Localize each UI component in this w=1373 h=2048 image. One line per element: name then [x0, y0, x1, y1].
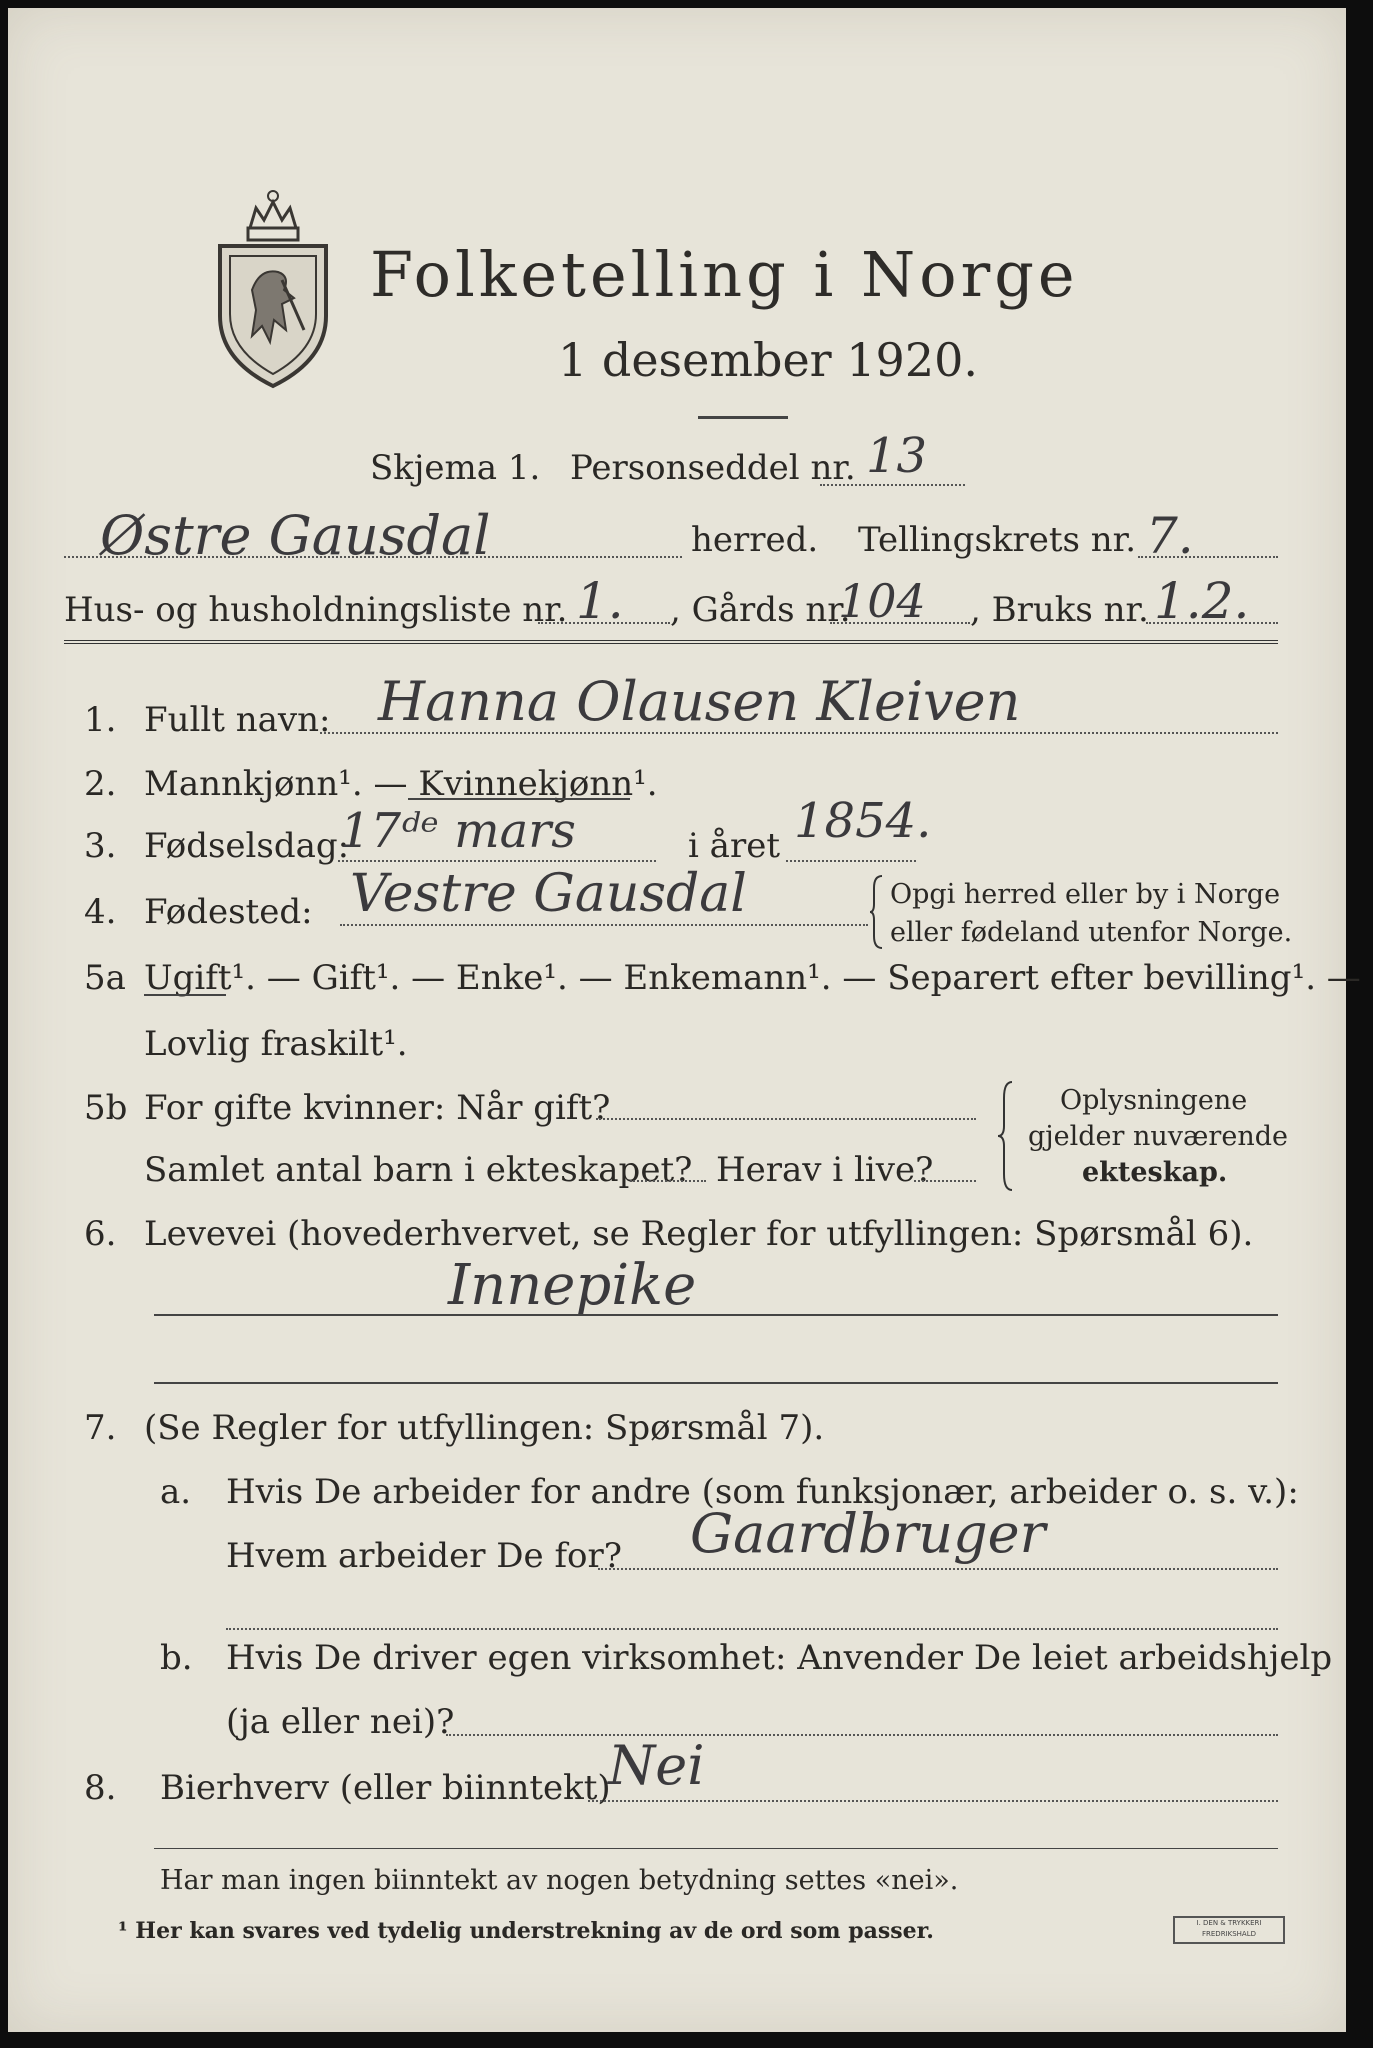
- title-divider: [698, 416, 788, 419]
- q3-year-label: i året: [688, 826, 780, 866]
- brace-icon: [998, 1080, 1014, 1192]
- q6-label: Levevei (hovederhvervet, se Regler for utfyllingen: Spørsmål 6).: [144, 1214, 1254, 1254]
- q2-number: 2.: [84, 764, 117, 804]
- q7a-line2: Hvem arbeider De for?: [226, 1536, 622, 1576]
- q5b-note2: gjelder nuværende: [1028, 1121, 1288, 1152]
- q7-label: (Se Regler for utfyllingen: Spørsmål 7).: [144, 1408, 825, 1448]
- footnote: ¹ Her kan svares ved tydelig understrekning av de ord som passer.: [118, 1918, 934, 1944]
- q6-number: 6.: [84, 1214, 117, 1254]
- printer-mark-line2: FREDRIKSHALD: [1201, 1930, 1256, 1938]
- q8-label: Bierhverv (eller biinntekt): [160, 1768, 611, 1808]
- personseddel-line: [820, 484, 965, 486]
- q8-number: 8.: [84, 1768, 117, 1808]
- q7-number: 7.: [84, 1408, 117, 1448]
- q5b-alive-line: [914, 1180, 976, 1182]
- q4-note-line1: Opgi herred eller by i Norge: [890, 879, 1281, 910]
- q6-line2: [154, 1382, 1278, 1384]
- q5b-married-line: [596, 1118, 976, 1120]
- q5b-note3: ekteskap.: [1082, 1157, 1228, 1188]
- note-divider: [154, 1848, 1278, 1849]
- full-name-value[interactable]: Hanna Olausen Kleiven: [378, 670, 1021, 733]
- q5b-note1: Oplysningene: [1060, 1085, 1248, 1116]
- employer-value[interactable]: Gaardbruger: [690, 1502, 1046, 1565]
- q5a-number: 5a: [84, 958, 126, 998]
- form-title: Folketelling i Norge: [370, 238, 1079, 311]
- q4-line: [340, 924, 868, 926]
- q7b-line1: Hvis De driver egen virksomhet: Anvender De leiet arbeidshjelp: [226, 1638, 1333, 1678]
- occupation-value[interactable]: Innepike: [448, 1253, 697, 1318]
- q4-label: Fødested:: [144, 892, 313, 932]
- q5a-line2: Lovlig fraskilt¹.: [144, 1024, 408, 1064]
- header-rule: [64, 640, 1278, 644]
- birthplace-value[interactable]: Vestre Gausdal: [350, 864, 747, 924]
- bruks-label: , Bruks nr.: [970, 590, 1149, 630]
- side-income-value[interactable]: Nei: [608, 1734, 705, 1797]
- q6-line1: [154, 1314, 1278, 1316]
- tellingskrets-label: Tellingskrets nr.: [858, 520, 1137, 560]
- herred-label: herred.: [691, 520, 819, 560]
- q5b-line2b: Herav i live?: [716, 1150, 934, 1190]
- q5b-line2: Samlet antal barn i ekteskapet?: [144, 1150, 693, 1190]
- coat-of-arms-icon: [212, 180, 334, 390]
- herred-value[interactable]: Østre Gausdal: [100, 504, 491, 567]
- ugift-underline: [144, 994, 226, 996]
- census-date: 1 desember 1920.: [558, 333, 978, 387]
- birth-day-value[interactable]: 17ᵈᵉ mars: [340, 803, 576, 859]
- printer-mark-line1: I. DEN & TRYKKERI: [1196, 1919, 1262, 1927]
- q5b-line1: For gifte kvinner: Når gift?: [144, 1088, 611, 1128]
- q8-line: [588, 1800, 1278, 1802]
- census-form-page: [8, 8, 1361, 2032]
- tellingskrets-value[interactable]: 7.: [1146, 507, 1194, 565]
- q3-label: Fødselsdag:: [144, 826, 350, 866]
- printer-mark: [1173, 1916, 1285, 1944]
- kvinnekjonn-underline: [408, 798, 630, 800]
- husliste-label: Hus- og husholdningsliste nr.: [64, 590, 568, 630]
- q5b-children-line: [630, 1180, 706, 1182]
- q3-year-line: [786, 860, 916, 862]
- q1-number: 1.: [84, 700, 117, 740]
- q7b-number: b.: [160, 1638, 193, 1678]
- q5b-number: 5b: [84, 1088, 128, 1128]
- q3-number: 3.: [84, 826, 117, 866]
- q7a-extra-line: [226, 1628, 1278, 1630]
- schema-label: Skjema 1.: [370, 448, 541, 488]
- q7a-employer-line: [598, 1568, 1278, 1570]
- personseddel-label: Personseddel nr.: [570, 448, 856, 488]
- q7b-line: [446, 1734, 1278, 1736]
- q5a-line1: Ugift¹. — Gift¹. — Enke¹. — Enkemann¹. — Separert efter bevilling¹. —: [144, 958, 1361, 998]
- nei-note: Har man ingen biinntekt av nogen betydning settes «nei».: [160, 1865, 959, 1896]
- q4-note-line2: eller fødeland utenfor Norge.: [890, 917, 1293, 948]
- brace-icon: [870, 874, 884, 950]
- q4-number: 4.: [84, 892, 117, 932]
- husliste-value[interactable]: 1.: [576, 572, 624, 630]
- q3-day-line: [338, 860, 656, 862]
- q2-label: Mannkjønn¹. — Kvinnekjønn¹.: [144, 764, 658, 804]
- gards-value[interactable]: 104: [838, 574, 926, 628]
- birth-year-value[interactable]: 1854.: [794, 793, 932, 849]
- personseddel-value[interactable]: 13: [866, 428, 928, 484]
- q1-label: Fullt navn:: [144, 700, 331, 740]
- q7a-number: a.: [160, 1472, 192, 1512]
- q7a-line1: Hvis De arbeider for andre (som funksjonær, arbeider o. s. v.):: [226, 1472, 1299, 1512]
- bruks-value[interactable]: 1.2.: [1154, 572, 1250, 630]
- gards-label: , Gårds nr.: [670, 590, 851, 630]
- q7b-line2: (ja eller nei)?: [226, 1702, 455, 1742]
